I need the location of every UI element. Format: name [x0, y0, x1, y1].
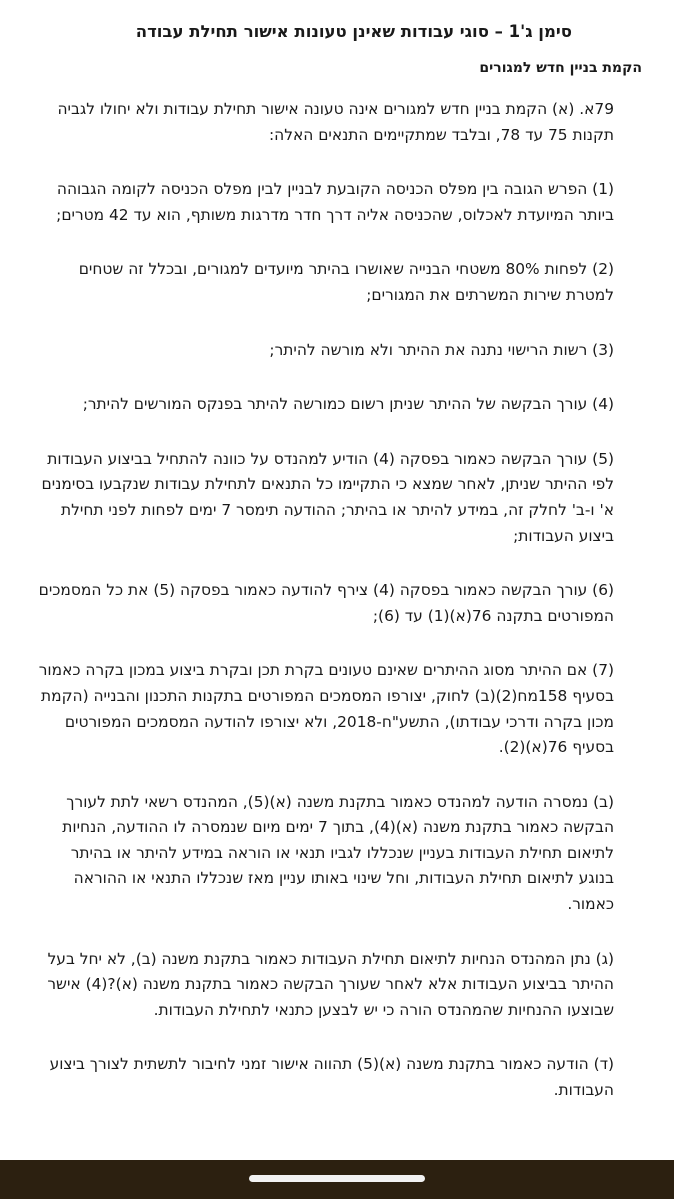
regulation-body	[34, 97, 614, 1133]
section-title: הקמת בניין חדש למגורים	[479, 60, 642, 76]
paragraph-condition-1: (1) הפרש הגובה בין מפלס הכניסה הקובעת לבניין לבין מפלס הכניסה לקומה הגבוהה ביותר המיועדת לאכלוס, שהכניסה אליה דרך חדר מדרגות משותף, הוא עד 42 מטרים;	[56, 180, 614, 224]
paragraph-condition-5: (5) עורך הבקשה כאמור בפסקה (4) הודיע למהנדס על כוונה להתחיל בביצוע העבודות לפי ההיתר שניתן, לאחר שמצא כי התקיימו כל התנאים לתחילת עבודות שנקבעו בסימנים א' ו-ב' לחלק זה, במידע להיתר או בהיתר; ההודעה תימסר 7 ימים לפחות לפני תחילת ביצוע העבודות;	[41, 449, 614, 545]
paragraph-subsection-c: (ג) נתן המהנדס הנחיות לתיאום תחילת העבודות כאמור בתקנת משנה (ב), לא יחל בעל ההיתר בביצוע העבודות אלא לאחר שעורך הבקשה כאמור בתקנת משנה (א)?(4) אישר שבוצעו ההנחיות שהמהנדס הורה כי יש לבצען כתנאי לתחילת העבודות.	[47, 949, 614, 1019]
paragraph-condition-3: (3) רשות הרישוי נתנה את ההיתר ולא מורשה להיתר;	[269, 340, 614, 359]
system-navigation-bar	[0, 1160, 674, 1199]
paragraph-condition-4: (4) עורך הבקשה של ההיתר שניתן רשום כמורשה להיתר בפנקס המורשים להיתר;	[82, 395, 614, 414]
paragraph-condition-7: (7) אם ההיתר מסוג ההיתרים שאינם טעונים בקרת תכן ובקרת ביצוע במכון בקרה כאמור בסעיף 158מח(2)(ב) לחוק, יצורפו המסמכים המפורטים בתקנות התכנון והבנייה (הקמת מכון בקרה ודרכי עבודתו), התשע"ח-2018, ולא יצורפו להודעה המסמכים המפורטים בסעיף 76(א)(2).	[38, 661, 614, 757]
paragraph-intro: 79א. (א) הקמת בניין חדש למגורים אינה טעונה אישור תחילת עבודות ולא יחולו לגביה תקנות 75 עד 78, ובלבד שמתקיימים התנאים האלה:	[57, 100, 614, 144]
home-indicator[interactable]	[249, 1175, 425, 1182]
paragraph-subsection-d: (ד) הודעה כאמור בתקנת משנה (א)(5) תהווה אישור זמני לחיבור לתשתית לצורך ביצוע העבודות.	[49, 1055, 614, 1100]
paragraph-condition-2: (2) לפחות 80% משטחי הבנייה שאושרו בהיתר מיועדים למגורים, ובכלל זה שטחים למטרת שירות המשרתים את המגורים;	[78, 260, 614, 304]
paragraph-condition-6: (6) עורך הבקשה כאמור בפסקה (4) צירף להודעה כאמור בפסקה (5) את כל המסמכים המפורטים בתקנה 76(א)(1) עד (6);	[38, 581, 614, 625]
paragraph-subsection-b: (ב) נמסרה הודעה למהנדס כאמור בתקנת משנה (א)(5), המהנדס רשאי לתת לעורך הבקשה כאמור בתקנת משנה (א)(4), בתוך 7 ימים מיום שנמסרה לו ההודעה, הנחיות לתיאום תחילת העבודות בעניין שנכללו לגביו תנאי או הוראה במידע להיתר או בהיתר בנוגע לתיאום תחילת העבודות, וחל שינוי באותו עניין מאז שנכללו התנאי או ההוראה כאמור.	[62, 792, 614, 914]
chapter-title: סימן ג'1 – סוגי עבודות שאינן טעונות אישור תחילת עבודה	[135, 22, 572, 41]
